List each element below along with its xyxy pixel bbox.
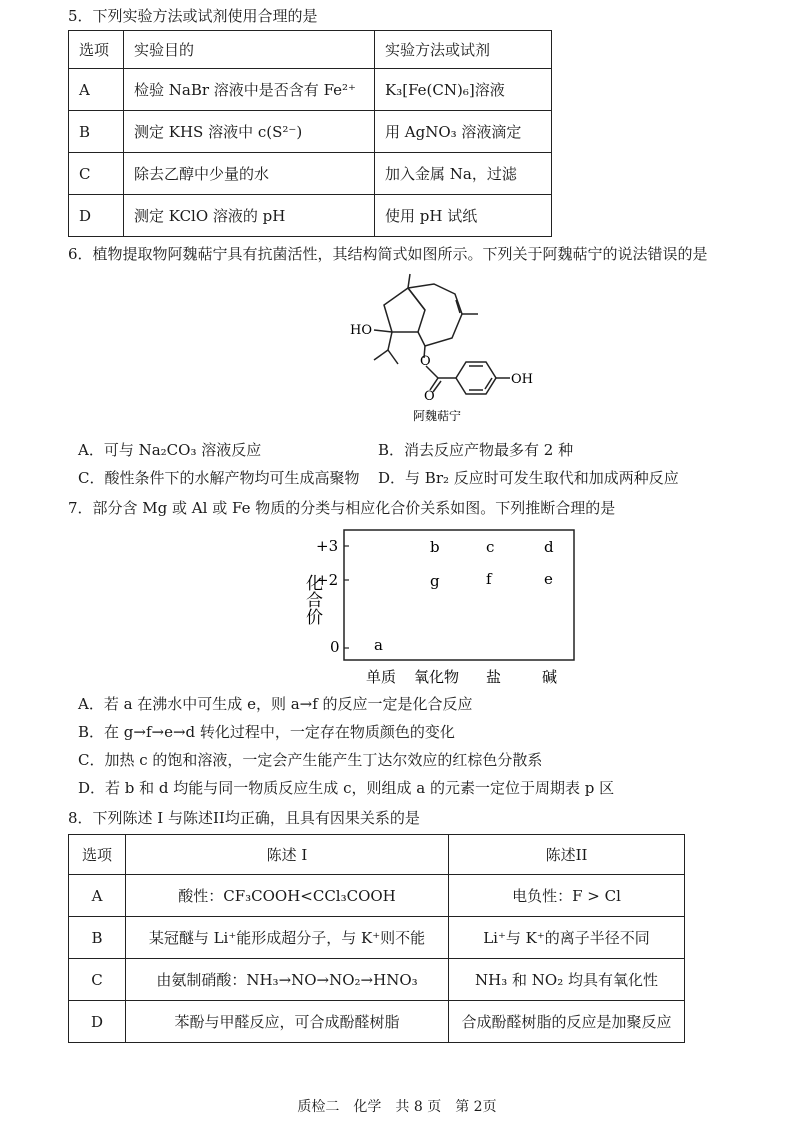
- row-option: A: [69, 875, 126, 917]
- row-purpose: 检验 NaBr 溶液中是否含有 Fe²⁺: [124, 69, 375, 111]
- q7-option-a: A．若 a 在沸水中可生成 e，则 a→f 的反应一定是化合反应: [78, 695, 473, 713]
- header-option: 选项: [69, 835, 126, 875]
- q6-option-a: A．可与 Na₂CO₃ 溶液反应: [78, 441, 262, 459]
- label-ho: HO: [350, 323, 372, 338]
- point-g: g: [430, 572, 440, 590]
- structure-diagram: [330, 270, 560, 430]
- page-footer: 质检二 化学 共 8 页 第 2页: [297, 1099, 497, 1115]
- q6-option-d: D．与 Br₂ 反应时可发生取代和加成两种反应: [378, 469, 679, 487]
- header-method: 实验方法或试剂: [375, 31, 552, 69]
- point-c: c: [486, 538, 495, 556]
- row-option: D: [69, 1001, 126, 1043]
- row-method: K₃[Fe(CN)₆]溶液: [375, 69, 552, 111]
- row-statement-2: NH₃ 和 NO₂ 均具有氧化性: [449, 959, 685, 1001]
- table-header-row: [69, 835, 685, 875]
- table-row: [69, 111, 552, 153]
- row-option: B: [69, 917, 126, 959]
- graph-ylabel: 化合价: [302, 574, 322, 625]
- row-purpose: 测定 KHS 溶液中 c(S²⁻): [124, 111, 375, 153]
- row-method: 加入金属 Na，过滤: [375, 153, 552, 195]
- row-statement-2: 合成酚醛树脂的反应是加聚反应: [449, 1001, 685, 1043]
- row-option: C: [69, 959, 126, 1001]
- skeleton-bonds: [374, 274, 510, 394]
- row-statement-1: 由氨制硝酸：NH₃→NO→NO₂→HNO₃: [126, 959, 449, 1001]
- label-ester-o: O: [420, 354, 431, 369]
- table-row: [69, 195, 552, 237]
- point-a: a: [374, 636, 383, 654]
- xtick-base: 碱: [542, 668, 558, 686]
- table-row: [69, 917, 685, 959]
- row-purpose: 测定 KClO 溶液的 pH: [124, 195, 375, 237]
- row-statement-1: 某冠醚与 Li⁺能形成超分子，与 K⁺则不能: [126, 917, 449, 959]
- table-header-row: [69, 31, 552, 69]
- q7-option-c: C．加热 c 的饱和溶液，一定会产生能产生丁达尔效应的红棕色分散系: [78, 751, 543, 769]
- point-b: b: [430, 538, 440, 556]
- row-method: 用 AgNO₃ 溶液滴定: [375, 111, 552, 153]
- xtick-element: 单质: [366, 668, 397, 686]
- question-7-stem: 7．部分含 Mg 或 Al 或 Fe 物质的分类与相应化合价关系如图。下列推断合理的是: [68, 499, 616, 517]
- point-d: d: [544, 538, 554, 556]
- question-6-stem: 6．植物提取物阿魏萜宁具有抗菌活性，其结构简式如图所示。下列关于阿魏萜宁的说法错误的是: [68, 245, 708, 263]
- row-purpose: 除去乙醇中少量的水: [124, 153, 375, 195]
- label-carbonyl-o: O: [424, 389, 435, 404]
- row-statement-2: 电负性：F > Cl: [449, 875, 685, 917]
- point-f: f: [486, 570, 492, 588]
- q6-option-c: C．酸性条件下的水解产物均可生成高聚物: [78, 469, 360, 487]
- structure-caption: 阿魏萜宁: [413, 409, 462, 423]
- row-statement-2: Li⁺与 K⁺的离子半径不同: [449, 917, 685, 959]
- valence-graph: [290, 524, 590, 694]
- row-option: A: [69, 69, 124, 111]
- xtick-oxide: 氧化物: [414, 668, 460, 686]
- header-option: 选项: [69, 31, 124, 69]
- question-8-table: [68, 834, 685, 1043]
- row-option: C: [69, 153, 124, 195]
- table-row: [69, 153, 552, 195]
- row-option: D: [69, 195, 124, 237]
- ytick-zero: 0: [330, 638, 340, 656]
- ytick-plus3: +3: [316, 537, 339, 555]
- table-row: [69, 959, 685, 1001]
- q6-option-b: B．消去反应产物最多有 2 种: [378, 441, 574, 459]
- header-purpose: 实验目的: [124, 31, 375, 69]
- table-row: [69, 1001, 685, 1043]
- q7-option-b: B．在 g→f→e→d 转化过程中，一定存在物质颜色的变化: [78, 723, 455, 741]
- q7-option-d: D．若 b 和 d 均能与同一物质反应生成 c，则组成 a 的元素一定位于周期表 p 区: [78, 779, 615, 797]
- xtick-salt: 盐: [486, 668, 502, 686]
- row-option: B: [69, 111, 124, 153]
- row-statement-1: 酸性：CF₃COOH<CCl₃COOH: [126, 875, 449, 917]
- question-8-stem: 8．下列陈述 I 与陈述II均正确，且具有因果关系的是: [68, 809, 420, 827]
- label-oh: OH: [511, 372, 533, 387]
- question-5-table: [68, 30, 552, 237]
- header-statement-2: 陈述II: [449, 835, 685, 875]
- row-method: 使用 pH 试纸: [375, 195, 552, 237]
- table-row: [69, 875, 685, 917]
- row-statement-1: 苯酚与甲醛反应，可合成酚醛树脂: [126, 1001, 449, 1043]
- question-5-stem: 5．下列实验方法或试剂使用合理的是: [68, 7, 318, 25]
- point-e: e: [544, 570, 553, 588]
- header-statement-1: 陈述 I: [126, 835, 449, 875]
- ytick-plus2: +2: [316, 571, 339, 589]
- table-row: [69, 69, 552, 111]
